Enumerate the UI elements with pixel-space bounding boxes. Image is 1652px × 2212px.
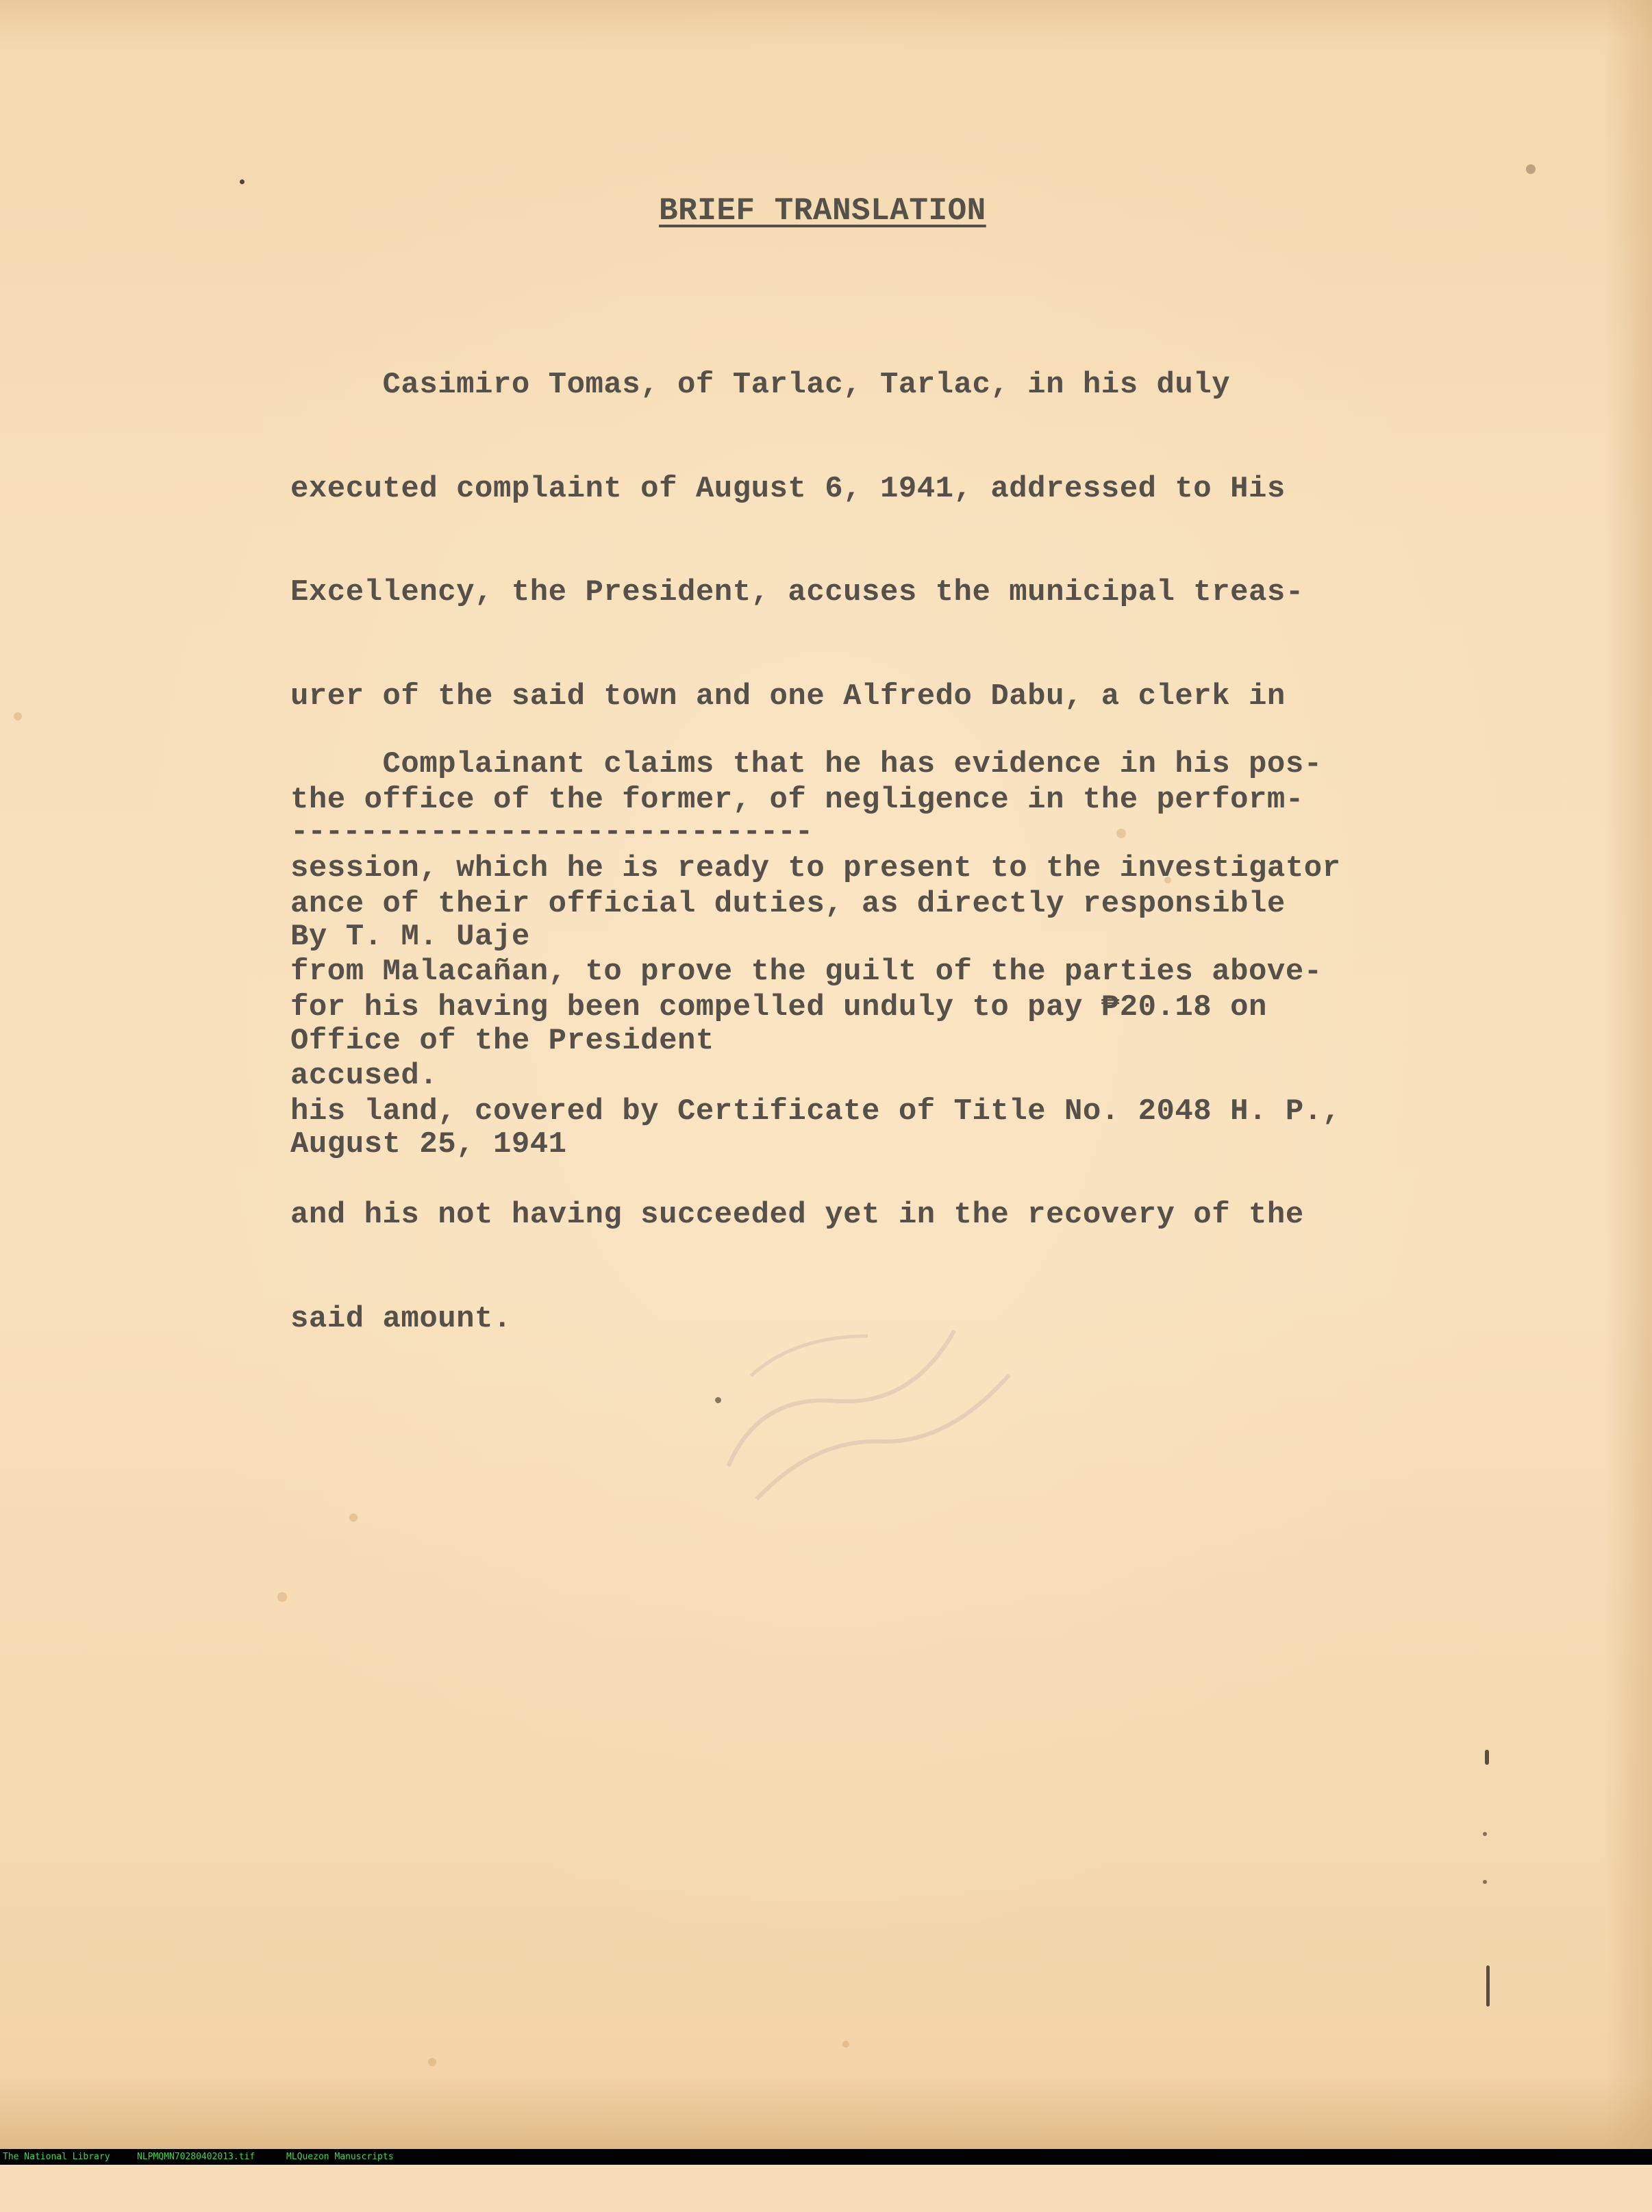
text-line: session, which he is ready to present to the investigator (290, 851, 1341, 885)
signature-by: By T. M. Uaje (290, 920, 530, 954)
footer-filename: NLPMQMN70280402013.tif (137, 2152, 255, 2162)
ink-mark (1485, 1750, 1489, 1765)
text-line: Casimiro Tomas, of Tarlac, Tarlac, in his duly (290, 368, 1231, 402)
text-line: his land, covered by Certificate of Title No. 2048 H. P., (290, 1094, 1341, 1129)
ink-mark (1486, 1965, 1490, 2007)
dashed-divider: ------------------------------ (290, 815, 813, 849)
ink-dot (1483, 1880, 1487, 1884)
text-line: executed complaint of August 6, 1941, addressed to His (290, 471, 1286, 506)
paper-stain (349, 1513, 358, 1522)
footer-collection: MLQuezon Manuscripts (286, 2152, 394, 2162)
scan-footer-bar (0, 2149, 1652, 2165)
paper-right-shade (1604, 0, 1652, 2149)
text-line: Complainant claims that he has evidence in his pos- (290, 747, 1323, 781)
signature-block (290, 851, 714, 1231)
text-line: from Malacañan, to prove the guilt of the parties above- (290, 955, 1323, 989)
paper-stain (14, 712, 22, 720)
text-line: Excellency, the President, accuses the municipal treas- (290, 575, 1304, 609)
text-line: the office of the former, of negligence in the perform- (290, 783, 1304, 817)
paper-stain (842, 2041, 849, 2048)
footer-library: The National Library (3, 2152, 110, 2162)
text-line: urer of the said town and one Alfredo Dabu, a clerk in (290, 679, 1286, 714)
paper-top-shade (0, 0, 1652, 41)
text-line: said amount. (290, 1301, 512, 1336)
text-line: and his not having succeeded yet in the recovery of the (290, 1198, 1304, 1232)
paper-stain (277, 1592, 287, 1602)
text-line: ance of their official duties, as directly responsible (290, 886, 1286, 921)
paper-bottom-shade (0, 2074, 1652, 2149)
ink-dot (240, 179, 245, 184)
text-line: for his having been compelled unduly to pay ₱20.18 on (290, 990, 1267, 1025)
document-title: BRIEF TRANSLATION (659, 193, 986, 229)
paper-stain (428, 2058, 436, 2066)
ink-dot (1483, 1832, 1487, 1836)
text-line: accused. (290, 1058, 438, 1093)
signature-date: August 25, 1941 (290, 1127, 567, 1161)
signature-office: Office of the President (290, 1023, 714, 1058)
paper-stain (1526, 164, 1536, 174)
